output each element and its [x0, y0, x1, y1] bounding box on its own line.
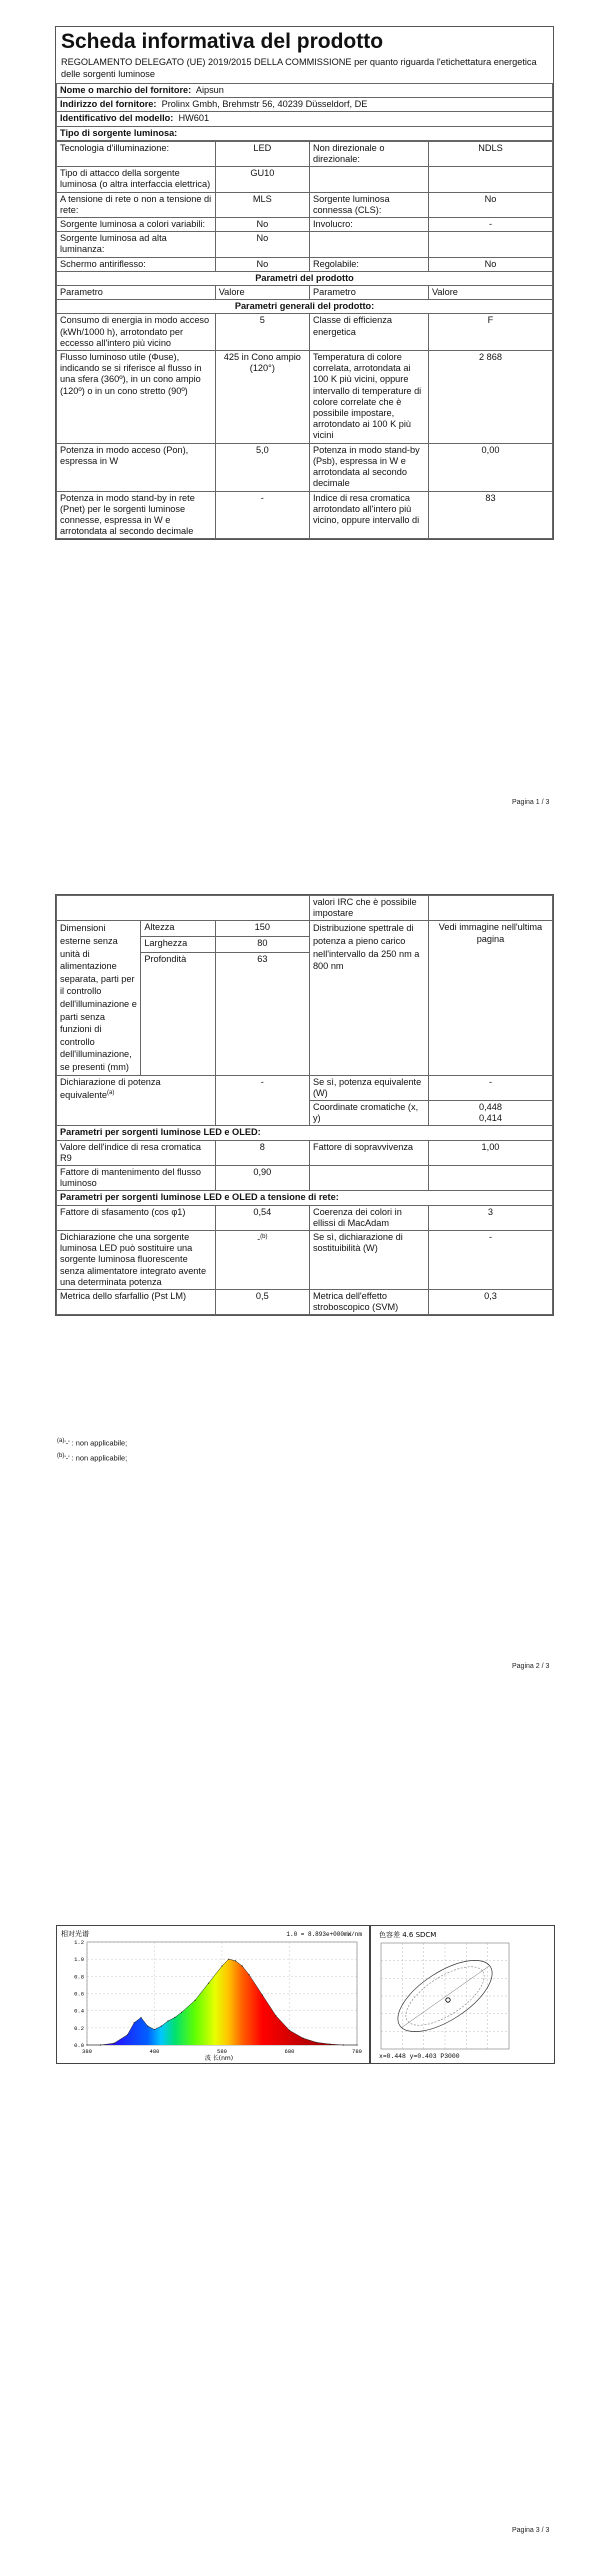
spectrum-xlabel: 波 长(nm) — [204, 2055, 234, 2062]
param-value-right: F — [428, 314, 552, 351]
fluorescent-value-cell — [215, 1230, 309, 1289]
spectrum-area — [87, 1959, 357, 2045]
params-head-4: Valore — [428, 286, 552, 300]
model-label: Identificativo del modello: — [60, 113, 174, 124]
footnote-a-mark: (a) — [57, 1438, 65, 1444]
macadam-value: 3 — [428, 1205, 552, 1230]
page-2-sheet — [55, 894, 554, 1316]
source-row — [57, 218, 553, 232]
survival-label: Fattore di sopravvivenza — [309, 1140, 428, 1165]
dim-name-width: Larghezza — [141, 936, 215, 952]
spectrum-data-point — [181, 2012, 182, 2013]
footnote-b — [57, 1449, 127, 1465]
pf-label: Fattore di sfasamento (cos φ1) — [57, 1205, 216, 1230]
spectrum-data-point — [275, 2015, 276, 2016]
footnote-a-text: '-' : non applicabile; — [64, 1438, 128, 1448]
chroma-chart-footer: x=0.448 y=0.403 P3000 — [379, 2053, 460, 2060]
params-section-title: Parametri del prodotto — [57, 271, 553, 285]
spectrum-data-point — [194, 2000, 195, 2001]
spectrum-data-point — [262, 1995, 263, 1996]
source-table — [56, 141, 553, 540]
spectrum-y-tick-label: 1.2 — [74, 1939, 84, 1946]
params-head-1: Parametro — [57, 286, 216, 300]
spectrum-data-point — [127, 2034, 128, 2035]
source-value-left: No — [215, 232, 309, 257]
source-value-left: No — [215, 257, 309, 271]
spectrum-data-point — [100, 2044, 101, 2045]
equiv-label-cell — [57, 1075, 216, 1126]
source-label-left: A tensione di rete o non a tensione di rete: — [57, 192, 216, 217]
source-label-left: Sorgente luminosa ad alta luminanza: — [57, 232, 216, 257]
spectrum-x-tick-label: 780 — [352, 2048, 362, 2055]
page-number-3: Pagina 3 / 3 — [512, 2527, 550, 2534]
spectrum-data-point — [174, 2017, 175, 2018]
param-label-right: Classe di efficienza energetica — [309, 314, 428, 351]
substitution-label: Se sì, dichiarazione di sostituibilità (W) — [309, 1230, 428, 1289]
source-row — [57, 257, 553, 271]
source-row — [57, 167, 553, 192]
footnote-a — [57, 1434, 127, 1450]
mains-section-title: Parametri per sorgenti luminose LED e OLED a tensione di rete: — [57, 1191, 553, 1205]
spectrum-data-point — [316, 2042, 317, 2043]
lumen-maint-value: 0,90 — [215, 1165, 309, 1190]
supplier-address-label: Indirizzo del fornitore: — [60, 99, 157, 110]
params-row — [57, 491, 553, 539]
spectrum-data-point — [329, 2044, 330, 2045]
spectrum-data-point — [161, 2026, 162, 2027]
cri-cont-label: valori IRC che è possibile impostare — [309, 896, 428, 921]
param-value-right: 83 — [428, 491, 552, 539]
params-row — [57, 351, 553, 444]
equiv-w-value: - — [428, 1075, 552, 1100]
spectrum-x-tick-label: 580 — [217, 2048, 227, 2055]
page-number-1: Pagina 1 / 3 — [512, 799, 550, 806]
source-label-right: Non direzionale o direzionale: — [309, 141, 428, 166]
source-value-right — [428, 167, 552, 192]
spectrum-data-point — [235, 1960, 236, 1961]
chroma-label: Coordinate cromatiche (x, y) — [309, 1100, 428, 1125]
spectrum-data-point — [167, 2020, 168, 2021]
supplier-address-row — [57, 98, 553, 112]
param-value-left: - — [215, 491, 309, 539]
dim-value-height: 150 — [215, 921, 309, 937]
svm-label: Metrica dell'effetto stroboscopico (SVM) — [309, 1289, 428, 1314]
chroma-x: 0,448 — [478, 1101, 502, 1112]
source-value-right — [428, 232, 552, 257]
chroma-values — [428, 1100, 552, 1125]
cont-blank — [57, 896, 310, 921]
source-value-right: No — [428, 192, 552, 217]
spectral-label: Distribuzione spettrale di potenza a pieno carico nell'intervallo da 250 nm a 800 nm — [309, 921, 428, 1075]
dim-value-depth: 63 — [215, 952, 309, 1075]
footnote-b-text: '-' : non applicabile; — [64, 1453, 128, 1463]
param-label-left: Consumo di energia in modo acceso (kWh/1000 h), arrotondato per eccesso all'intero più vicino — [57, 314, 216, 351]
spectrum-data-point — [208, 1983, 209, 1984]
document-title: Scheda informativa del prodotto — [61, 30, 384, 53]
spectrum-data-point — [140, 2017, 141, 2018]
regulation-subtitle: REGOLAMENTO DELEGATO (UE) 2019/2015 DELLA COMMISSIONE per quanto riguarda l'etichettatura energetica delle sorgenti luminose — [61, 57, 537, 79]
supplier-name-row — [57, 84, 553, 98]
r9-value: 8 — [215, 1140, 309, 1165]
spectrum-x-tick-label: 480 — [149, 2048, 160, 2055]
dims-label: Dimensioni esterne senza unità di alimentazione separata, parti per il controllo dell'illuminazione e parti senza funzioni di controllo dell'illuminazione, se presenti (mm) — [57, 921, 141, 1075]
source-label-right — [309, 232, 428, 257]
source-value-left: LED — [215, 141, 309, 166]
param-label-right: Potenza in modo stand-by (Psb), espressa in W e arrotondata al secondo decimale — [309, 443, 428, 491]
source-row — [57, 192, 553, 217]
dim-name-depth: Profondità — [141, 952, 215, 1075]
spectrum-data-point — [86, 2044, 87, 2045]
spectrum-data-point — [302, 2038, 303, 2039]
source-value-left: MLS — [215, 192, 309, 217]
spectrum-data-point — [289, 2030, 290, 2031]
cri-cont-value — [428, 896, 552, 921]
lumen-blank-1 — [309, 1165, 428, 1190]
pst-label: Metrica dello sfarfallio (Pst LM) — [57, 1289, 216, 1314]
param-label-right: Indice di resa cromatica arrotondato all'intero più vicino, oppure intervallo di — [309, 491, 428, 539]
source-value-right: NDLS — [428, 141, 552, 166]
source-row — [57, 141, 553, 166]
spectrum-y-tick-label: 0.4 — [74, 2007, 84, 2015]
spectrum-y-tick-label: 0.6 — [74, 1990, 84, 1998]
measurement-point — [446, 1998, 450, 2002]
fluorescent-footnote-mark: (b) — [260, 1233, 268, 1240]
lumen-blank-2 — [428, 1165, 552, 1190]
dim-value-width: 80 — [215, 936, 309, 952]
param-label-left: Potenza in modo stand-by in rete (Pnet) per le sorgenti luminose connesse, espressa in W e arrotondata al secondo decimale — [57, 491, 216, 539]
source-value-left: GU10 — [215, 167, 309, 192]
supplier-table — [56, 83, 553, 141]
survival-value: 1,00 — [428, 1140, 552, 1165]
params-head-2: Valore — [215, 286, 309, 300]
param-value-left: 5 — [215, 314, 309, 351]
svm-value: 0,3 — [428, 1289, 552, 1314]
chroma-y: 0,414 — [478, 1113, 502, 1124]
dim-name-height: Altezza — [141, 921, 215, 937]
params-row — [57, 443, 553, 491]
chromaticity-chart-frame — [370, 1925, 555, 2064]
led-section-title: Parametri per sorgenti luminose LED e OLED: — [57, 1126, 553, 1140]
equiv-footnote-mark: (a) — [107, 1089, 115, 1096]
source-label-right — [309, 167, 428, 192]
supplier-address-value: Prolinx Gmbh, Brehmstr 56, 40239 Düsseldorf, DE — [161, 99, 368, 110]
footnote-b-mark: (b) — [57, 1453, 65, 1459]
spectrum-y-tick-label: 0.8 — [74, 1973, 84, 1981]
param-label-right: Temperatura di colore correlata, arrotondata ai 100 K più vicini, oppure intervallo di temperature di colore correlate che è possibile impostare, arrotondato ai 100 K più vicini — [309, 351, 428, 444]
spectral-value: Vedi immagine nell'ultima pagina — [428, 921, 552, 1075]
spectrum-data-point — [248, 1974, 249, 1975]
general-params-title: Parametri generali del prodotto: — [57, 300, 553, 314]
spectrum-y-tick-label: 0.2 — [74, 2024, 84, 2032]
page2-table — [56, 895, 553, 1315]
spectrum-data-point — [113, 2043, 114, 2044]
source-label-left: Tecnologia d'illuminazione: — [57, 141, 216, 166]
equiv-value: - — [215, 1075, 309, 1126]
equiv-label: Dichiarazione di potenza equivalente — [60, 1076, 161, 1100]
chroma-grid — [381, 1943, 509, 2049]
spectrum-y-tick-label: 0.0 — [74, 2042, 84, 2049]
source-row — [57, 232, 553, 257]
spectrum-data-point — [242, 1965, 243, 1966]
supplier-name-label: Nome o marchio del fornitore: — [60, 85, 192, 95]
spectrum-chart-frame — [56, 1925, 370, 2064]
source-label-right: Sorgente luminosa connessa (CLS): — [309, 192, 428, 217]
fluorescent-label: Dichiarazione che una sorgente luminosa LED può sostituire una sorgente luminosa fluorescente senza alimentatore integrato avente una determinata potenza — [57, 1230, 216, 1289]
source-value-left: No — [215, 218, 309, 232]
supplier-name-value: Aipsun — [195, 85, 224, 95]
source-label-right: Involucro: — [309, 218, 428, 232]
model-row — [57, 112, 553, 126]
pst-value: 0,5 — [215, 1289, 309, 1314]
param-value-left: 5,0 — [215, 443, 309, 491]
param-value-left: 425 in Cono ampio (120°) — [215, 351, 309, 444]
chroma-chart-title: 色容差 4.6 SDCM — [379, 1931, 437, 1939]
equiv-w-label: Se sì, potenza equivalente (W) — [309, 1075, 428, 1100]
source-label-left: Sorgente luminosa a colori variabili: — [57, 218, 216, 232]
spectrum-y-tick-label: 1.0 — [74, 1956, 84, 1964]
source-value-right: No — [428, 257, 552, 271]
spectrum-data-point — [343, 2044, 344, 2045]
source-value-right: - — [428, 218, 552, 232]
spectrum-data-point — [228, 1959, 229, 1960]
fluorescent-value: - — [257, 1234, 261, 1245]
source-label-left: Schermo antiriflesso: — [57, 257, 216, 271]
spectrum-data-point — [221, 1965, 222, 1966]
spectrum-chart — [57, 1926, 369, 2063]
param-value-right: 0,00 — [428, 443, 552, 491]
source-type-label: Tipo di sorgente luminosa: — [60, 127, 178, 138]
macadam-label: Coerenza dei colori in ellissi di MacAdam — [309, 1205, 428, 1230]
lumen-maint-label: Fattore di mantenimento del flusso luminoso — [57, 1165, 216, 1190]
chromaticity-chart — [371, 1926, 554, 2063]
source-label-right: Regolabile: — [309, 257, 428, 271]
page-1-sheet — [55, 26, 554, 540]
param-label-left: Flusso luminoso utile (Φuse), indicando se si riferisce al flusso in una sfera (360º), in un cono ampio (120º) o in un cono stretto (90º) — [57, 351, 216, 444]
params-row — [57, 314, 553, 351]
spectrum-x-tick-label: 680 — [284, 2048, 295, 2055]
spectrum-data-point — [147, 2026, 148, 2027]
r9-label: Valore dell'indice di resa cromatica R9 — [57, 1140, 216, 1165]
source-label-left: Tipo di attacco della sorgente luminosa (o altra interfaccia elettrica) — [57, 167, 216, 192]
spectrum-data-point — [356, 2044, 357, 2045]
spectrum-legend: 1.0 = 8.893e+000mW/nm — [286, 1931, 362, 1938]
spectrum-data-point — [134, 2022, 135, 2023]
params-head-3: Parametro — [309, 286, 428, 300]
spectrum-data-point — [154, 2029, 155, 2030]
param-label-left: Potenza in modo acceso (Pon), espressa in W — [57, 443, 216, 491]
spectrum-ylabel: 相对光谱 — [61, 1930, 89, 1938]
page-number-2: Pagina 2 / 3 — [512, 1663, 550, 1670]
source-type-row — [57, 126, 553, 140]
model-value: HW601 — [178, 113, 210, 124]
substitution-value: - — [428, 1230, 552, 1289]
spectrum-x-tick-label: 380 — [82, 2048, 92, 2055]
param-value-right: 2 868 — [428, 351, 552, 444]
pf-value: 0,54 — [215, 1205, 309, 1230]
